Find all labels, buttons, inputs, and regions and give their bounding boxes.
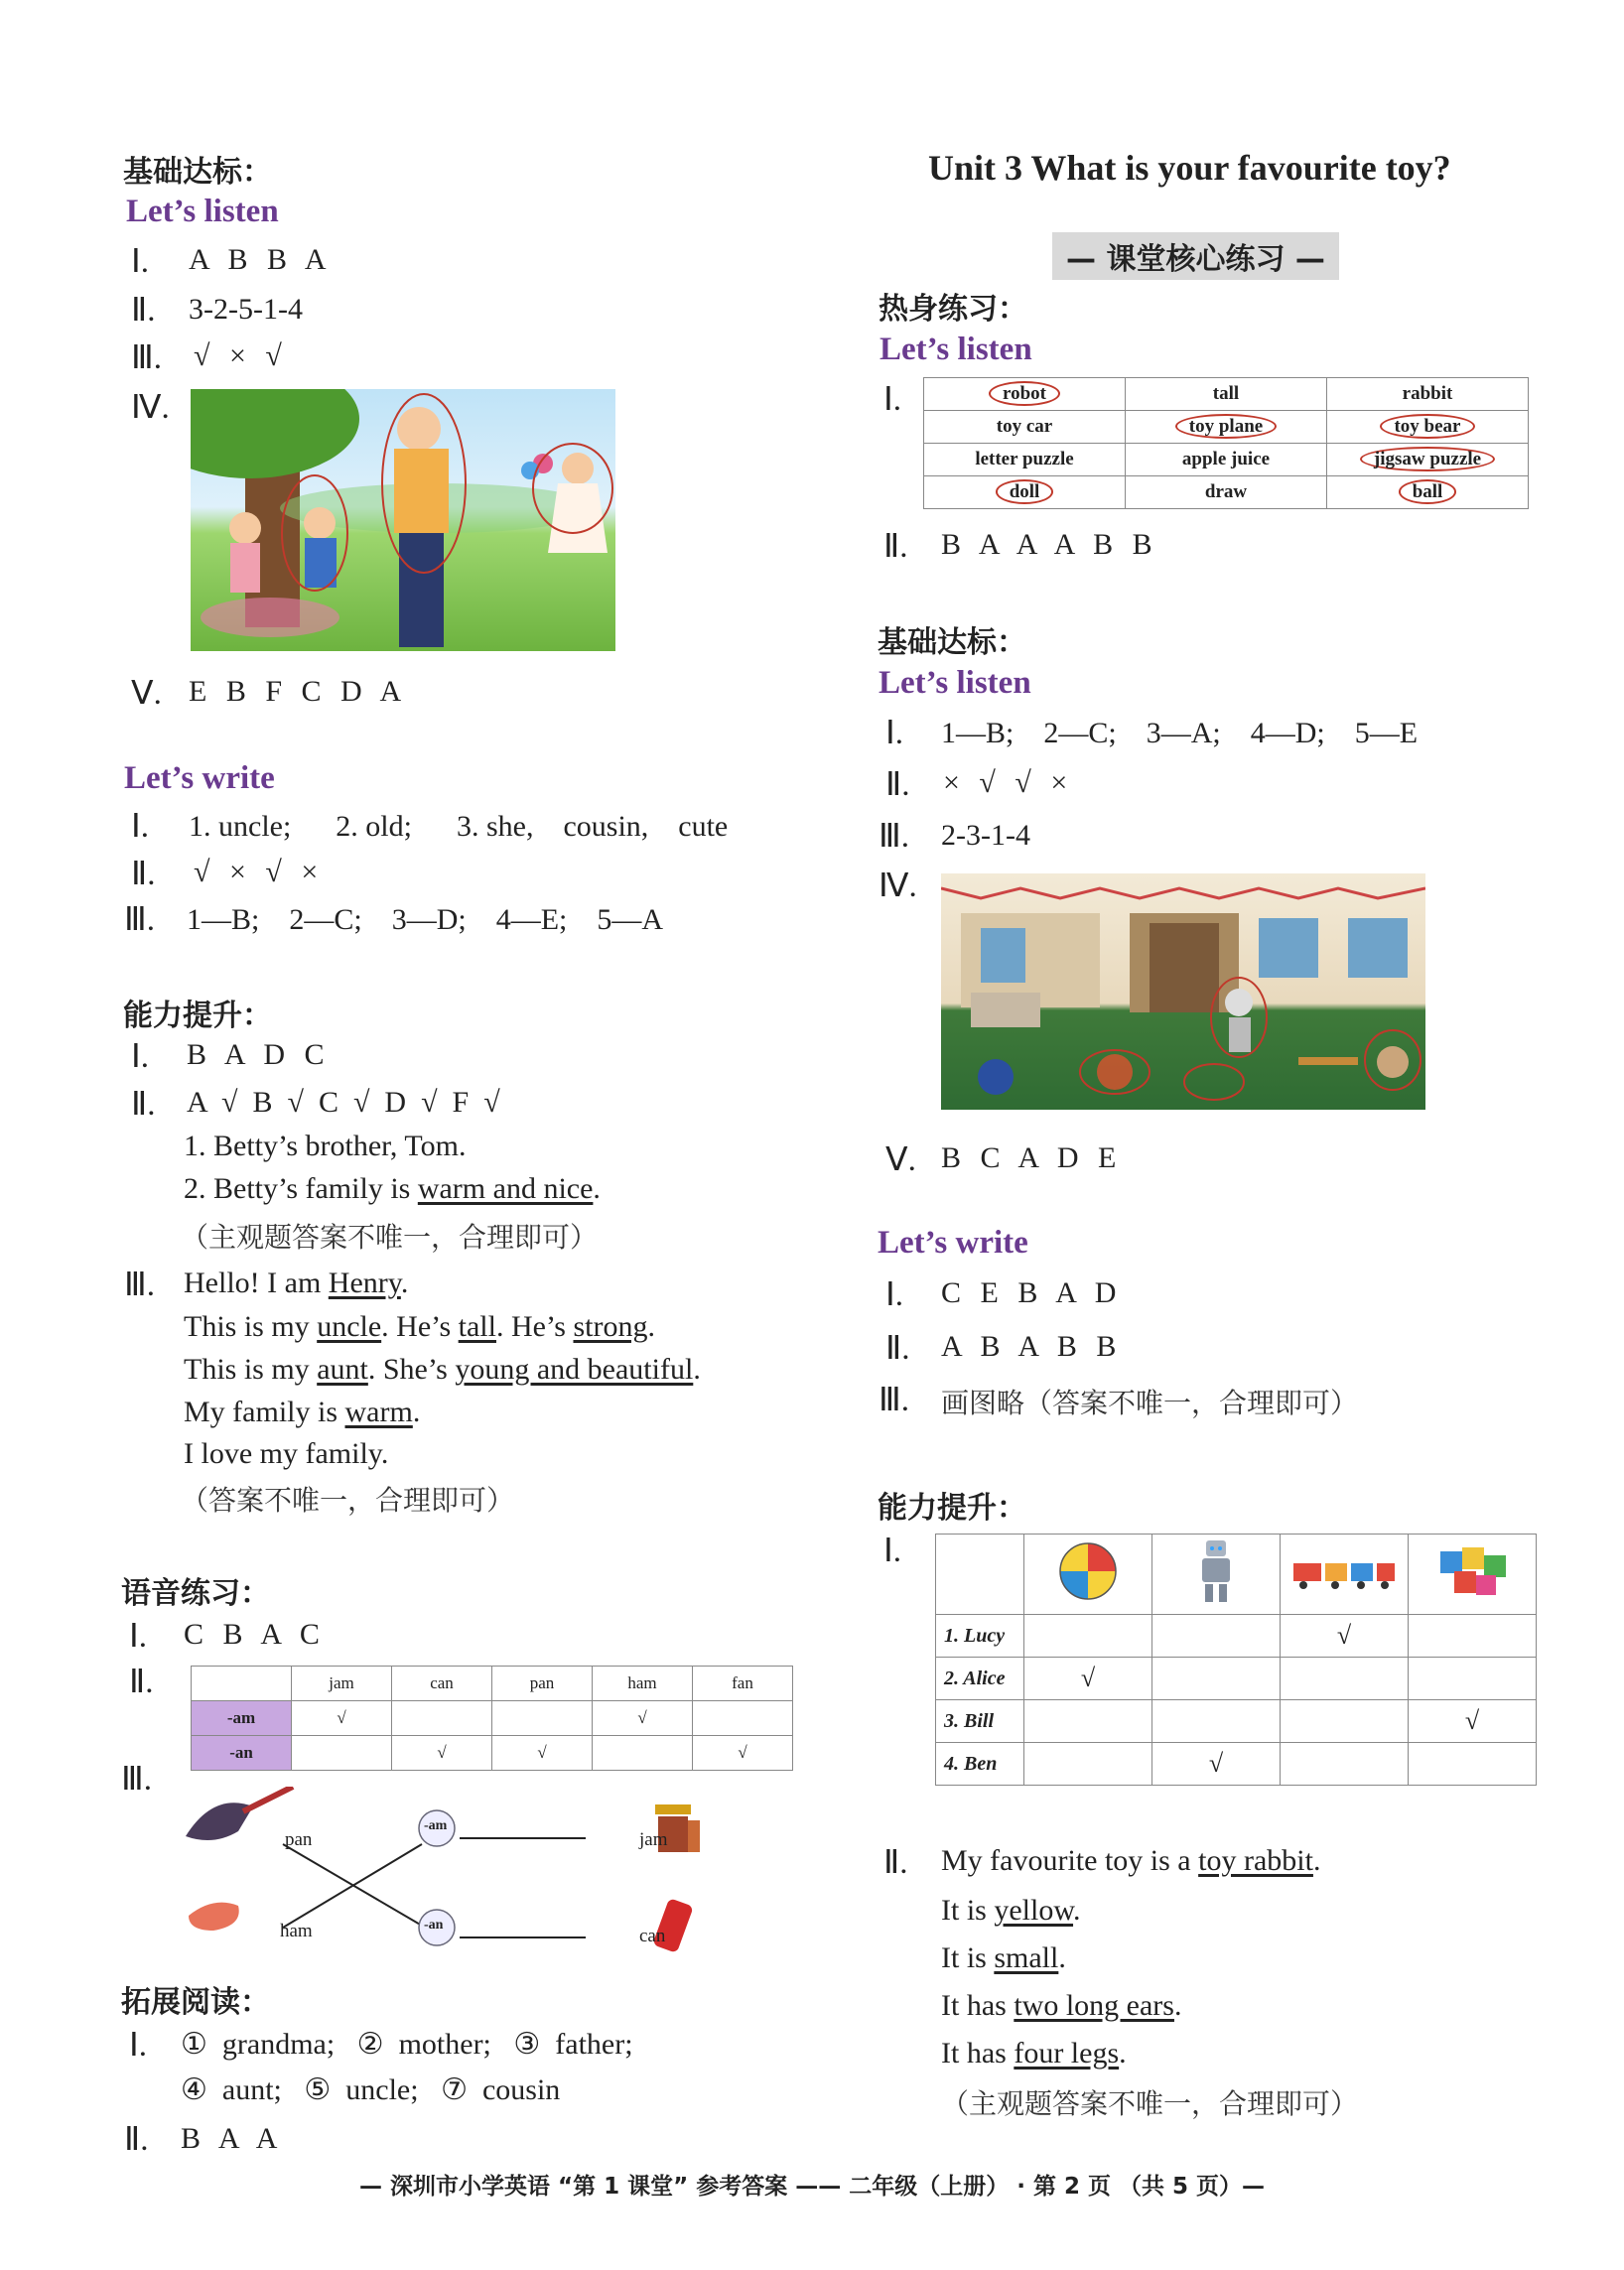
word-cell: ball (1399, 479, 1457, 504)
check-cell (492, 1701, 593, 1736)
item-number: Ⅲ. (131, 340, 163, 376)
header-cell: jam (292, 1667, 392, 1701)
lets-listen-heading: Let’s listen (880, 332, 1032, 367)
item-number: Ⅲ. (124, 902, 156, 938)
item-number: Ⅱ. (129, 1665, 154, 1700)
item-number: Ⅰ. (883, 1534, 901, 1569)
item-number: Ⅱ. (883, 1845, 908, 1881)
section-title-phonics: 语音练习： (121, 1576, 270, 1611)
paragraph-line: I love my family. (184, 1437, 389, 1470)
item-number: Ⅰ. (131, 809, 149, 845)
check-cell: √ (1409, 1700, 1537, 1743)
check-cell (1281, 1700, 1409, 1743)
item-number: Ⅰ. (131, 1039, 149, 1075)
answer-text: 画图略（答案不唯一，合理即可） (941, 1387, 1359, 1419)
lets-write-heading: Let’s write (878, 1225, 1028, 1261)
header-cell: can (392, 1667, 492, 1701)
section-title-warmup: 热身练习： (879, 292, 1027, 327)
word-cell: robot (989, 381, 1060, 406)
table-row (192, 1701, 793, 1736)
item-number: Ⅰ. (129, 2028, 147, 2064)
match-sound-an: -an (424, 1918, 444, 1933)
section-title-basic: 基础达标： (878, 625, 1026, 660)
check-cell (1024, 1743, 1152, 1786)
check-cell: √ (492, 1736, 593, 1771)
answer-text: 1. uncle; 2. old; 3. she, cousin, cute (189, 810, 729, 843)
answer-text: A B A B B (941, 1330, 1123, 1363)
item-number: Ⅲ. (124, 1268, 156, 1303)
answer-text: ① grandma; ② mother; ③ father; (181, 2028, 633, 2061)
item-number: Ⅱ. (885, 1331, 910, 1367)
check-cell (392, 1701, 492, 1736)
row-label: -an (192, 1736, 292, 1771)
answer-text: × √ √ × (943, 766, 1074, 799)
answer-text: 3-2-5-1-4 (189, 293, 303, 326)
beach-ball-icon (1024, 1535, 1152, 1615)
item-number: Ⅱ. (883, 529, 908, 565)
table-corner (192, 1667, 292, 1701)
answer-text: B A A (181, 2122, 284, 2155)
check-cell (1024, 1700, 1152, 1743)
check-cell (1024, 1615, 1152, 1658)
item-number: Ⅰ. (131, 244, 149, 280)
section-bar: — 课堂核心练习 — (1052, 232, 1339, 280)
header-cell: ham (593, 1667, 693, 1701)
item-number: Ⅱ. (885, 767, 910, 803)
phonics-table (191, 1666, 793, 1771)
answer-sentence: 1. Betty’s brother, Tom. (184, 1130, 467, 1162)
word-cell: tall (1212, 383, 1240, 404)
check-cell (1409, 1743, 1537, 1786)
unit-title: Unit 3 What is your favourite toy? (928, 148, 1451, 188)
check-cell: √ (1281, 1615, 1409, 1658)
check-cell: √ (693, 1736, 793, 1771)
page-footer: — 深圳市小学英语 “第 1 课堂” 参考答案 —— 二年级（上册） · 第 2 页 （共 5 页）— (358, 2174, 1266, 2200)
paragraph-line: This is my aunt. She’s young and beautiful. (184, 1353, 701, 1386)
answer-text: 1—B; 2—C; 3—A; 4—D; 5—E (941, 717, 1419, 749)
robot-icon (1152, 1535, 1281, 1615)
item-number: Ⅰ. (129, 1619, 147, 1655)
item-number: Ⅳ. (879, 868, 917, 904)
check-cell (1281, 1743, 1409, 1786)
backyard-party-picture (941, 873, 1425, 1110)
answer-text: B C A D E (941, 1141, 1123, 1174)
answer-text: √ × √ × (194, 856, 325, 888)
note-text: （主观题答案不唯一，合理即可） (181, 1221, 599, 1254)
word-cell: toy plane (1175, 414, 1277, 439)
row-label: -am (192, 1701, 292, 1736)
table-row (936, 1658, 1537, 1700)
paragraph-line: My family is warm. (184, 1396, 421, 1428)
item-number: Ⅱ. (131, 1087, 156, 1123)
note-text: （答案不唯一，合理即可） (181, 1484, 515, 1517)
answer-text: E B F C D A (189, 675, 408, 708)
table-row (936, 1615, 1537, 1658)
paragraph-line: Hello! I am Henry. (184, 1267, 409, 1299)
item-number: Ⅱ. (131, 857, 156, 892)
paragraph-line: It has four legs. (941, 2037, 1127, 2070)
match-word-pan: pan (285, 1829, 313, 1850)
item-number: Ⅳ. (131, 390, 170, 426)
item-number: Ⅰ. (885, 1277, 903, 1313)
word-cell: toy bear (1380, 414, 1474, 439)
word-cell: letter puzzle (975, 449, 1074, 469)
table-row (192, 1736, 793, 1771)
matching-lines (184, 1787, 700, 1965)
item-number: Ⅱ. (124, 2122, 149, 2158)
answer-text: C B A C (184, 1618, 326, 1651)
answer-text: √ × √ (194, 339, 288, 372)
row-name: 1. Lucy (936, 1615, 1024, 1658)
check-cell (292, 1736, 392, 1771)
answer-text: A B B A (189, 243, 333, 276)
word-cell: jigsaw puzzle (1360, 447, 1495, 471)
row-name: 3. Bill (936, 1700, 1024, 1743)
item-number: Ⅱ. (131, 293, 156, 329)
word-cell: draw (1204, 481, 1248, 502)
jigsaw-puzzle-icon (1409, 1535, 1537, 1615)
paragraph-line: This is my uncle. He’s tall. He’s strong. (184, 1310, 655, 1343)
item-number: Ⅴ. (131, 676, 162, 712)
check-cell: √ (1152, 1743, 1281, 1786)
match-word-jam: jam (639, 1829, 668, 1850)
section-title-ability: 能力提升： (123, 999, 272, 1033)
check-cell (1281, 1658, 1409, 1700)
table-row (936, 1700, 1537, 1743)
section-title-ability: 能力提升： (878, 1491, 1026, 1526)
item-number: Ⅲ. (879, 1383, 910, 1418)
item-number: Ⅰ. (885, 716, 903, 751)
table-row (924, 378, 1529, 411)
paragraph-line: It is yellow. (941, 1894, 1081, 1927)
word-cell: rabbit (1402, 383, 1453, 404)
item-number: Ⅰ. (883, 382, 901, 418)
section-title-reading: 拓展阅读： (121, 1985, 270, 2020)
answer-text: B A A A B B (941, 528, 1158, 561)
check-cell (1152, 1700, 1281, 1743)
row-name: 4. Ben (936, 1743, 1024, 1786)
check-cell (1409, 1658, 1537, 1700)
match-word-can: can (639, 1926, 666, 1946)
section-title-basic: 基础达标： (123, 155, 272, 190)
note-text: （主观题答案不唯一，合理即可） (941, 2087, 1359, 2120)
paragraph-line: My favourite toy is a toy rabbit. (941, 1844, 1321, 1877)
answer-text: 1—B; 2—C; 3—D; 4—E; 5—A (187, 903, 664, 936)
item-number: Ⅲ. (121, 1762, 153, 1798)
family-in-park-picture (191, 389, 615, 651)
check-cell: √ (1024, 1658, 1152, 1700)
word-cell: toy car (996, 416, 1053, 437)
answer-text: B A D C (187, 1038, 331, 1071)
table-row (936, 1743, 1537, 1786)
check-cell: √ (392, 1736, 492, 1771)
toy-word-table (923, 377, 1529, 509)
word-cell: apple juice (1181, 449, 1271, 469)
answer-text: A √ B √ C √ D √ F √ (187, 1086, 500, 1119)
check-cell (1409, 1615, 1537, 1658)
paragraph-line: It has two long ears. (941, 1989, 1182, 2022)
check-cell (593, 1736, 693, 1771)
check-cell (1152, 1658, 1281, 1700)
lets-write-heading: Let’s write (124, 760, 275, 796)
check-cell (693, 1701, 793, 1736)
answer-text: C E B A D (941, 1276, 1123, 1309)
lets-listen-heading: Let’s listen (126, 194, 279, 229)
table-row (924, 444, 1529, 476)
match-word-ham: ham (280, 1921, 313, 1941)
check-cell: √ (593, 1701, 693, 1736)
header-cell: pan (492, 1667, 593, 1701)
header-cell: fan (693, 1667, 793, 1701)
item-number: Ⅲ. (879, 819, 910, 855)
answer-text: 2-3-1-4 (941, 819, 1030, 852)
toy-preference-table (935, 1534, 1537, 1786)
table-row (924, 411, 1529, 444)
row-name: 2. Alice (936, 1658, 1024, 1700)
lets-listen-heading: Let’s listen (879, 665, 1031, 701)
table-row (924, 476, 1529, 509)
answer-sentence: 2. Betty’s family is warm and nice. (184, 1172, 601, 1205)
answer-text: ④ aunt; ⑤ uncle; ⑦ cousin (181, 2073, 561, 2106)
match-sound-am: -am (424, 1818, 448, 1833)
paragraph-line: It is small. (941, 1941, 1066, 1974)
toy-train-icon (1281, 1535, 1409, 1615)
word-cell: doll (996, 479, 1054, 504)
item-number: Ⅴ. (885, 1142, 916, 1178)
check-cell (1152, 1615, 1281, 1658)
check-cell: √ (292, 1701, 392, 1736)
